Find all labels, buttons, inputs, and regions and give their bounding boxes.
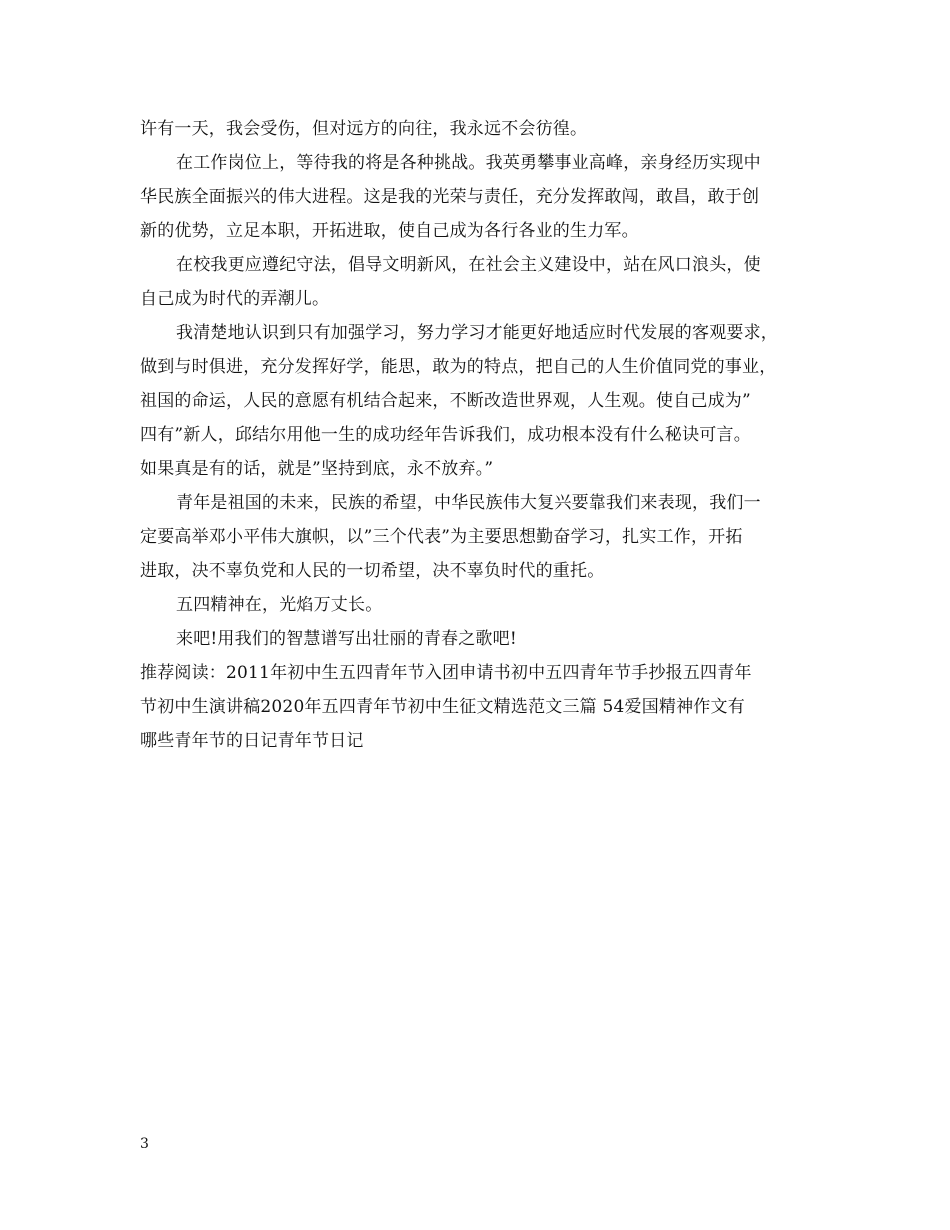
text-line: 来吧!用我们的智慧谱写出壮丽的青春之歌吧! — [176, 629, 517, 649]
text-line: 许有一天，我会受伤，但对远方的向往，我永远不会彷徨。 — [140, 119, 588, 139]
text-line: 节初中生演讲稿2020年五四青年节初中生征文精选范文三篇 54爱国精神作文有 — [140, 697, 745, 717]
text-line: 在工作岗位上，等待我的将是各种挑战。我英勇攀事业高峰，亲身经历实现中 — [176, 153, 761, 173]
text-line: 进取，决不辜负党和人民的一切希望，决不辜负时代的重托。 — [140, 561, 605, 581]
recommended-reading — [140, 656, 830, 758]
text-line: 华民族全面振兴的伟大进程。这是我的光荣与责任，充分发挥敢闯，敢昌，敢于创 — [140, 187, 760, 207]
text-line: 青年是祖国的未来，民族的希望，中华民族伟大复兴要靠我们来表现，我们一 — [176, 493, 761, 513]
paragraph — [140, 588, 830, 622]
text-line: 四有”新人，邱结尔用他一生的成功经年告诉我们，成功根本没有什么秘诀可言。 — [140, 425, 751, 445]
text-line: 新的优势，立足本职，开拓进取，使自己成为各行各业的生力军。 — [140, 221, 639, 241]
text-line: 推荐阅读：2011年初中生五四青年节入团申请书初中五四青年节手抄报五四青年 — [140, 663, 752, 683]
text-line: 如果真是有的话，就是”坚持到底，永不放弃。” — [140, 459, 494, 479]
text-line: 祖国的命运，人民的意愿有机结合起来，不断改造世界观，人生观。使自己成为” — [140, 391, 751, 411]
text-line: 五四精神在，光焰万丈长。 — [176, 595, 383, 615]
text-line: 哪些青年节的日记青年节日记 — [140, 731, 364, 751]
paragraph — [140, 622, 830, 656]
paragraph — [140, 146, 830, 248]
paragraph — [140, 486, 830, 588]
text-line: 我清楚地认识到只有加强学习，努力学习才能更好地适应时代发展的客观要求， — [176, 323, 778, 343]
text-line: 定要高举邓小平伟大旗帜，以”三个代表”为主要思想勤奋学习，扎实工作，开拓 — [140, 527, 743, 547]
text-line: 做到与时俱进，充分发挥好学，能思，敢为的特点，把自己的人生价值同党的事业， — [140, 357, 777, 377]
document-body — [140, 112, 830, 758]
paragraph — [140, 248, 830, 316]
page-number: 3 — [140, 1136, 149, 1152]
paragraph — [140, 316, 830, 486]
text-line: 自己成为时代的弄潮儿。 — [140, 289, 330, 309]
paragraph — [140, 112, 830, 146]
text-line: 在校我更应遵纪守法，倡导文明新风，在社会主义建设中，站在风口浪头，使 — [176, 255, 761, 275]
